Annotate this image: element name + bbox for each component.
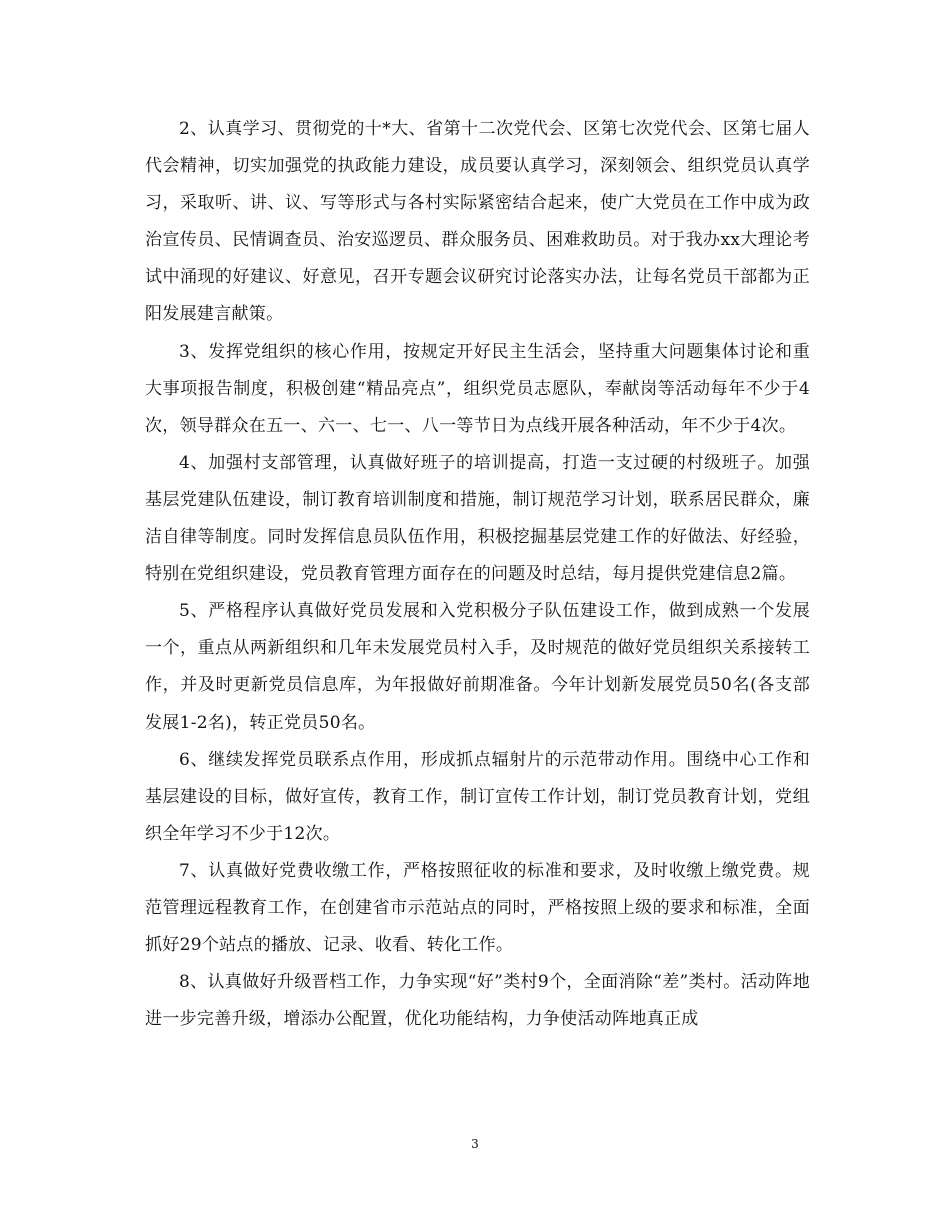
paragraph-item-6: 6、继续发挥党员联系点作用，形成抓点辐射片的示范带动作用。围绕中心工作和基层建设的目标，做好宣传，教育工作，制订宣传工作计划，制订党员教育计划，党组织全年学习不少于12次。: [145, 749, 810, 844]
paragraph-item-7: 7、认真做好党费收缴工作，严格按照征收的标准和要求，及时收缴上缴党费。规范管理远程教育工作，在创建省市示范站点的同时，严格按照上级的要求和标准，全面抓好29个站点的播放、记录、收看、转化工作。: [145, 860, 810, 956]
page-number: 3: [471, 1137, 479, 1151]
paragraph-item-3: 3、发挥党组织的核心作用，按规定开好民主生活会，坚持重大问题集体讨论和重大事项报告制度，积极创建“精品亮点”，组织党员志愿队，奉献岗等活动每年不少于4次，领导群众在五一、六一、七一、八一等节日为点线开展各种活动，年不少于4次。: [145, 341, 810, 436]
document-body: [145, 111, 810, 1038]
paragraph-item-2: 2、认真学习、贯彻党的十*大、省第十二次党代会、区第七次党代会、区第七届人代会精神，切实加强党的执政能力建设，成员要认真学习，深刻领会、组织党员认真学习，采取听、讲、议、写等形式与各村实际紧密结合起来，使广大党员在工作中成为政治宣传员、民情调查员、治安巡逻员、群众服务员、困难救助员。对于我办xx大理论考试中涌现的好建议、好意见，召开专题会议研究讨论落实办法，让每名党员干部都为正阳发展建言献策。: [145, 119, 810, 325]
paragraph-item-4: 4、加强村支部管理，认真做好班子的培训提高，打造一支过硬的村级班子。加强基层党建队伍建设，制订教育培训制度和措施，制订规范学习计划，联系居民群众，廉洁自律等制度。同时发挥信息员队伍作用，积极挖掘基层党建工作的好做法、好经验，特别在党组织建设，党员教育管理方面存在的问题及时总结，每月提供党建信息2篇。: [145, 452, 810, 585]
paragraph-item-8: 8、认真做好升级晋档工作，力争实现“好”类村9个，全面消除“差”类村。活动阵地进一步完善升级，增添办公配置，优化功能结构，力争使活动阵地真正成: [145, 972, 810, 1030]
paragraph-item-5: 5、严格程序认真做好党员发展和入党积极分子队伍建设工作，做到成熟一个发展一个，重点从两新组织和几年未发展党员村入手，及时规范的做好党员组织关系接转工作，并及时更新党员信息库，为年报做好前期准备。今年计划新发展党员50名(各支部发展1-2名)，转正党员50名。: [145, 601, 810, 733]
